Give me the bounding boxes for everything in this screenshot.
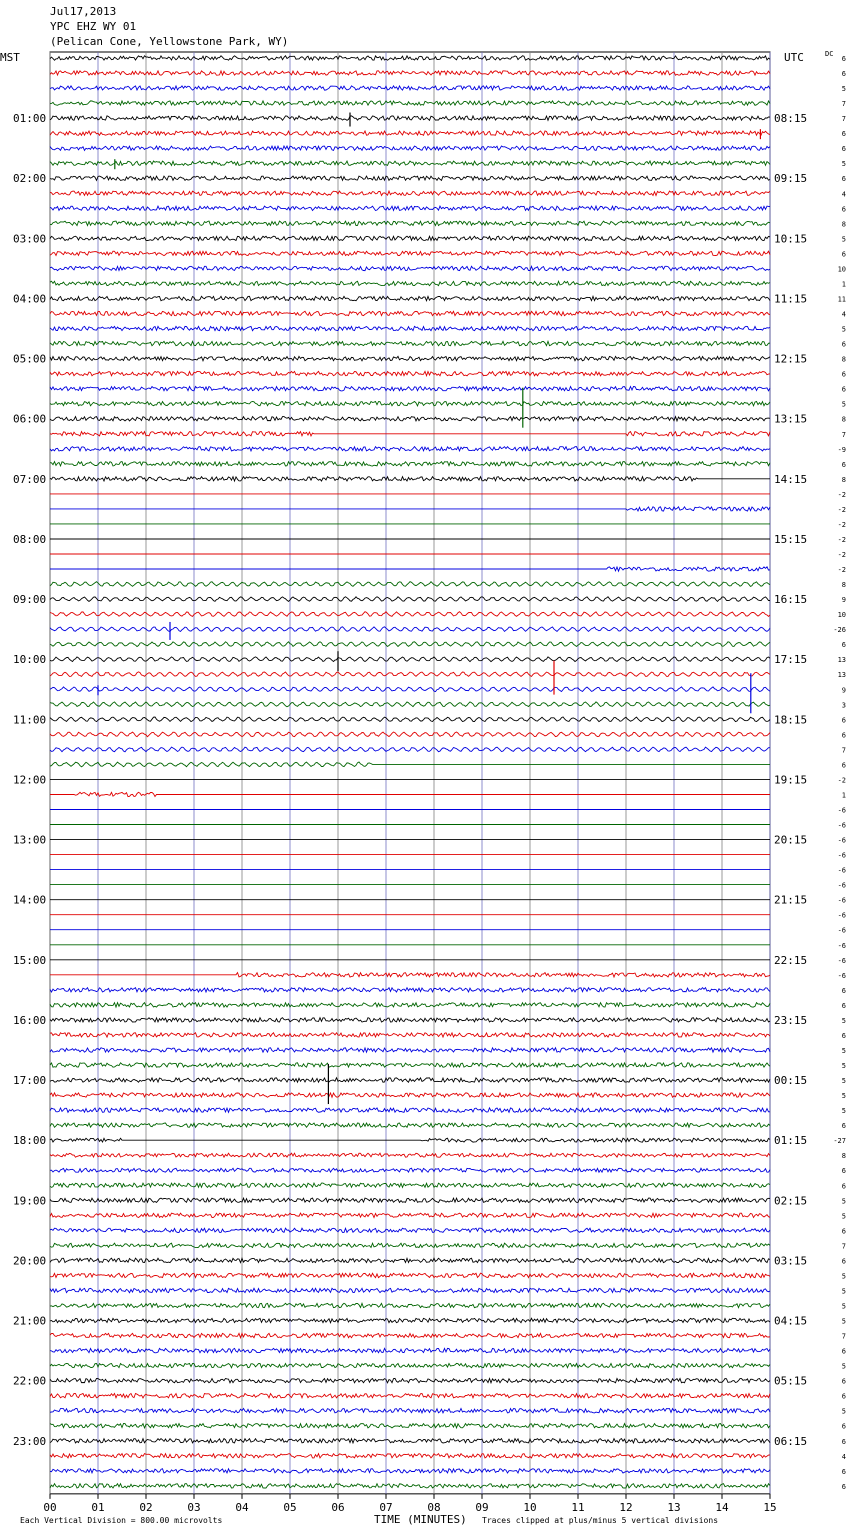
trace-row	[50, 1318, 770, 1322]
trace-row	[50, 1243, 770, 1247]
dc-offset: 8	[841, 220, 846, 229]
trace-row	[50, 447, 770, 451]
dc-offset: 5	[841, 1197, 846, 1206]
left-hour-label: 02:00	[13, 172, 47, 186]
trace-row	[50, 1048, 770, 1052]
dc-offset: -2	[837, 566, 846, 575]
x-tick-label: 06	[331, 1501, 345, 1514]
trace-row	[50, 417, 770, 421]
dc-offset: 6	[841, 1437, 846, 1446]
trace-row	[50, 642, 770, 647]
trace-row	[50, 717, 770, 722]
dc-offset: -6	[837, 911, 846, 920]
dc-offset: 7	[841, 430, 846, 439]
dc-offset: 6	[841, 250, 846, 259]
left-hour-label: 21:00	[13, 1314, 47, 1328]
dc-offset: -2	[837, 550, 846, 559]
dc-offset: 11	[837, 295, 846, 304]
x-tick-label: 11	[571, 1501, 585, 1514]
dc-offset: -9	[837, 445, 846, 454]
right-hour-label: 19:15	[774, 773, 808, 787]
left-hour-label: 12:00	[13, 773, 47, 787]
right-hour-label: 09:15	[774, 172, 808, 186]
trace-row	[50, 1363, 770, 1367]
left-hour-label: 09:00	[13, 593, 47, 607]
trace-row	[50, 973, 770, 977]
trace-row	[50, 387, 770, 391]
trace-row	[50, 702, 770, 707]
seismic-traces	[50, 56, 770, 1488]
right-hour-label: 15:15	[774, 532, 808, 546]
trace-row	[50, 326, 770, 330]
right-hour-label: 04:15	[774, 1314, 808, 1328]
dc-offset: 6	[841, 1422, 846, 1431]
dc-offset: 6	[841, 1467, 846, 1476]
trace-row	[50, 191, 770, 195]
dc-offset: -2	[837, 490, 846, 499]
right-hour-label: 08:15	[774, 112, 808, 126]
left-hour-labels	[13, 112, 46, 1448]
left-hour-label: 06:00	[13, 412, 47, 426]
left-hour-label: 11:00	[13, 713, 47, 727]
trace-row	[50, 462, 770, 466]
trace-row	[50, 56, 770, 60]
dc-offset: 4	[841, 310, 846, 319]
dc-offset: 8	[841, 581, 846, 590]
dc-offset: -27	[833, 1137, 846, 1146]
dc-offset: 13	[837, 656, 846, 665]
right-hour-label: 11:15	[774, 292, 808, 306]
dc-offset: 6	[841, 70, 846, 79]
right-timezone-label: UTC	[784, 51, 804, 64]
dc-offset: 5	[841, 1077, 846, 1086]
dc-offset: 6	[841, 1392, 846, 1401]
dc-offset: -26	[833, 626, 846, 635]
dc-offset: 6	[841, 716, 846, 725]
trace-row	[50, 131, 770, 135]
chart-station: YPC EHZ WY 01	[50, 20, 137, 33]
dc-offset: -6	[837, 896, 846, 905]
trace-row	[50, 236, 770, 240]
dc-offset: 6	[841, 1377, 846, 1386]
trace-row	[50, 507, 770, 511]
trace-row	[50, 101, 770, 105]
trace-row	[50, 71, 770, 75]
trace-row	[50, 988, 770, 992]
trace-row	[50, 1138, 770, 1142]
dc-offset: 9	[841, 686, 846, 695]
trace-row	[50, 1378, 770, 1382]
left-timezone-label: MST	[0, 51, 20, 64]
x-tick-label: 08	[427, 1501, 441, 1514]
dc-label: DC	[825, 50, 834, 58]
trace-row	[50, 1333, 770, 1337]
trace-row	[50, 176, 770, 180]
dc-offset: 4	[841, 190, 846, 199]
dc-offset: 5	[841, 1302, 846, 1311]
dc-offset: 5	[841, 325, 846, 334]
clip-note: Traces clipped at plus/minus 5 vertical divisions	[482, 1516, 719, 1525]
trace-row	[50, 281, 770, 285]
x-tick-label: 07	[379, 1501, 393, 1514]
left-hour-label: 15:00	[13, 953, 47, 967]
trace-row	[50, 221, 770, 225]
dc-offset: 6	[841, 1167, 846, 1176]
trace-row	[50, 311, 770, 315]
dc-offset: 6	[841, 205, 846, 214]
x-tick-label: 03	[187, 1501, 201, 1514]
trace-row	[50, 341, 770, 345]
trace-row	[50, 1273, 770, 1277]
dc-offset: -6	[837, 971, 846, 980]
dc-offset: -6	[837, 956, 846, 965]
left-hour-label: 23:00	[13, 1434, 47, 1448]
dc-offset: 5	[841, 1272, 846, 1281]
trace-row	[50, 1093, 770, 1097]
dc-offset: -6	[837, 821, 846, 830]
x-tick-label: 10	[523, 1501, 537, 1514]
trace-row	[50, 762, 770, 767]
dc-offset: 6	[841, 55, 846, 63]
trace-row	[50, 1198, 770, 1202]
x-tick-label: 01	[91, 1501, 105, 1514]
trace-row	[50, 612, 770, 617]
dc-offset: 6	[841, 986, 846, 995]
dc-offset: 10	[837, 265, 846, 274]
trace-row	[50, 1063, 770, 1067]
x-tick-label: 15	[763, 1501, 777, 1514]
trace-row	[50, 402, 770, 406]
dc-offset: 6	[841, 1347, 846, 1356]
dc-offset: 5	[841, 85, 846, 94]
trace-row	[50, 1424, 770, 1428]
right-hour-label: 17:15	[774, 653, 808, 667]
right-hour-label: 05:15	[774, 1374, 808, 1388]
dc-offset: 3	[841, 701, 846, 710]
left-hour-label: 07:00	[13, 472, 47, 486]
dc-offset: 6	[841, 641, 846, 650]
left-hour-label: 04:00	[13, 292, 47, 306]
dc-offset: -6	[837, 836, 846, 845]
dc-offset: 5	[841, 1287, 846, 1296]
left-hour-label: 01:00	[13, 112, 47, 126]
dc-offset: -6	[837, 941, 846, 950]
x-axis-ticks	[43, 1494, 776, 1514]
left-hour-label: 08:00	[13, 532, 47, 546]
dc-offset: 8	[841, 355, 846, 364]
dc-offset: 5	[841, 400, 846, 409]
trace-row	[50, 1018, 770, 1022]
trace-row	[50, 1303, 770, 1307]
trace-row	[50, 567, 770, 571]
trace-row	[50, 1183, 770, 1187]
trace-row	[50, 1258, 770, 1262]
right-hour-label: 21:15	[774, 893, 808, 907]
dc-offset: 7	[841, 1242, 846, 1251]
dc-offset: 6	[841, 1001, 846, 1010]
trace-row	[50, 1108, 770, 1112]
trace-row	[50, 597, 770, 602]
right-hour-label: 14:15	[774, 472, 808, 486]
x-tick-label: 12	[619, 1501, 633, 1514]
trace-row	[50, 251, 770, 255]
dc-offset: -2	[837, 505, 846, 514]
trace-row	[50, 1213, 770, 1217]
dc-offset: 6	[841, 130, 846, 139]
dc-offset: 8	[841, 1152, 846, 1161]
right-hour-label: 01:15	[774, 1134, 808, 1148]
dc-offset: 5	[841, 1317, 846, 1326]
dc-offset: 4	[841, 1452, 846, 1461]
right-hour-label: 10:15	[774, 232, 808, 246]
trace-row	[50, 687, 770, 692]
dc-offset: 7	[841, 1332, 846, 1341]
dc-offset: 5	[841, 1016, 846, 1025]
x-tick-label: 00	[43, 1501, 57, 1514]
seismic-events	[98, 113, 760, 1105]
trace-row	[50, 627, 770, 632]
x-axis-label: TIME (MINUTES)	[374, 1513, 467, 1526]
left-hour-label: 10:00	[13, 653, 47, 667]
dc-offset: 5	[841, 1092, 846, 1101]
trace-row	[50, 1288, 770, 1292]
trace-row	[50, 116, 770, 120]
trace-row	[50, 732, 770, 737]
left-hour-label: 22:00	[13, 1374, 47, 1388]
right-hour-label: 22:15	[774, 953, 808, 967]
x-tick-label: 09	[475, 1501, 489, 1514]
dc-offset: 6	[841, 145, 846, 154]
dc-offset: 6	[841, 1031, 846, 1040]
trace-row	[50, 657, 770, 662]
dc-offset: 6	[841, 370, 846, 379]
right-hour-labels	[774, 112, 807, 1448]
dc-offset: 5	[841, 1046, 846, 1055]
left-hour-label: 20:00	[13, 1254, 47, 1268]
time-grid	[50, 52, 770, 1494]
trace-row	[50, 1168, 770, 1172]
dc-offset: 8	[841, 475, 846, 484]
vertical-division-note: Each Vertical Division = 800.00 microvolts	[20, 1516, 223, 1525]
dc-offset: 7	[841, 100, 846, 109]
right-hour-label: 02:15	[774, 1194, 808, 1208]
trace-row	[50, 747, 770, 752]
dc-offset: 6	[841, 340, 846, 349]
trace-row	[50, 432, 770, 436]
trace-row	[50, 1078, 770, 1082]
trace-row	[50, 1153, 770, 1157]
trace-row	[50, 161, 770, 165]
dc-offset: 7	[841, 115, 846, 124]
trace-row	[50, 1484, 770, 1488]
dc-offset: 7	[841, 746, 846, 755]
trace-row	[50, 296, 770, 300]
dc-offset: 6	[841, 1122, 846, 1131]
left-hour-label: 18:00	[13, 1134, 47, 1148]
left-hour-label: 05:00	[13, 352, 47, 366]
trace-row	[50, 206, 770, 210]
dc-offset: -6	[837, 851, 846, 860]
trace-row	[50, 146, 770, 150]
right-hour-label: 23:15	[774, 1013, 808, 1027]
dc-offset: -6	[837, 926, 846, 935]
chart-date: Jul17,2013	[50, 5, 117, 18]
dc-offset: 1	[841, 280, 846, 289]
x-tick-label: 13	[667, 1501, 681, 1514]
dc-offset: 6	[841, 731, 846, 740]
dc-offset: -6	[837, 866, 846, 875]
trace-row	[50, 1394, 770, 1398]
dc-offset: 5	[841, 235, 846, 244]
dc-offset: 1	[841, 791, 846, 800]
plot-frame	[50, 52, 770, 1494]
dc-offset: -6	[837, 881, 846, 890]
trace-row	[50, 371, 770, 375]
dc-offset: 6	[841, 1182, 846, 1191]
trace-row	[50, 1033, 770, 1037]
right-hour-label: 20:15	[774, 833, 808, 847]
left-hour-label: 19:00	[13, 1194, 47, 1208]
dc-offset: -2	[837, 776, 846, 785]
dc-offset: 13	[837, 671, 846, 680]
trace-row	[50, 1123, 770, 1127]
left-hour-label: 16:00	[13, 1013, 47, 1027]
left-hour-label: 14:00	[13, 893, 47, 907]
left-hour-label: 03:00	[13, 232, 47, 246]
left-hour-label: 13:00	[13, 833, 47, 847]
trace-row	[50, 1409, 770, 1413]
dc-offset: 6	[841, 175, 846, 184]
trace-row	[50, 477, 770, 481]
dc-offset: 9	[841, 596, 846, 605]
right-hour-label: 06:15	[774, 1434, 808, 1448]
dc-offset: 6	[841, 1482, 846, 1491]
trace-row	[50, 672, 770, 677]
dc-offset: 5	[841, 1062, 846, 1071]
trace-row	[50, 1469, 770, 1473]
trace-row	[50, 1439, 770, 1443]
x-tick-label: 04	[235, 1501, 249, 1514]
x-tick-label: 05	[283, 1501, 297, 1514]
dc-offset: 5	[841, 1212, 846, 1221]
dc-offset: 5	[841, 1407, 846, 1416]
dc-offset: 5	[841, 1107, 846, 1116]
trace-row	[50, 1228, 770, 1232]
dc-offset: 6	[841, 1257, 846, 1266]
dc-offset: 8	[841, 415, 846, 424]
trace-row	[50, 792, 770, 796]
right-hour-label: 18:15	[774, 713, 808, 727]
left-hour-label: 17:00	[13, 1074, 47, 1088]
right-hour-label: 12:15	[774, 352, 808, 366]
dc-offset: -2	[837, 535, 846, 544]
right-hour-label: 16:15	[774, 593, 808, 607]
dc-offset: 6	[841, 1227, 846, 1236]
dc-offset: 5	[841, 1362, 846, 1371]
right-hour-label: 00:15	[774, 1074, 808, 1088]
dc-offset: 5	[841, 160, 846, 169]
trace-row	[50, 86, 770, 90]
trace-row	[50, 582, 770, 587]
right-hour-label: 03:15	[774, 1254, 808, 1268]
dc-offset: 6	[841, 385, 846, 394]
dc-offset: 10	[837, 611, 846, 620]
trace-row	[50, 1454, 770, 1458]
dc-offset: -2	[837, 520, 846, 529]
trace-row	[50, 1348, 770, 1352]
chart-location: (Pelican Cone, Yellowstone Park, WY)	[50, 35, 289, 48]
dc-offset: -6	[837, 806, 846, 815]
trace-row	[50, 356, 770, 360]
trace-row	[50, 1003, 770, 1007]
dc-offset: 6	[841, 460, 846, 469]
right-hour-label: 13:15	[774, 412, 808, 426]
dc-offset: 6	[841, 761, 846, 770]
x-tick-label: 02	[139, 1501, 153, 1514]
trace-row	[50, 266, 770, 270]
dc-offset-labels	[833, 55, 846, 1491]
x-tick-label: 14	[715, 1501, 729, 1514]
